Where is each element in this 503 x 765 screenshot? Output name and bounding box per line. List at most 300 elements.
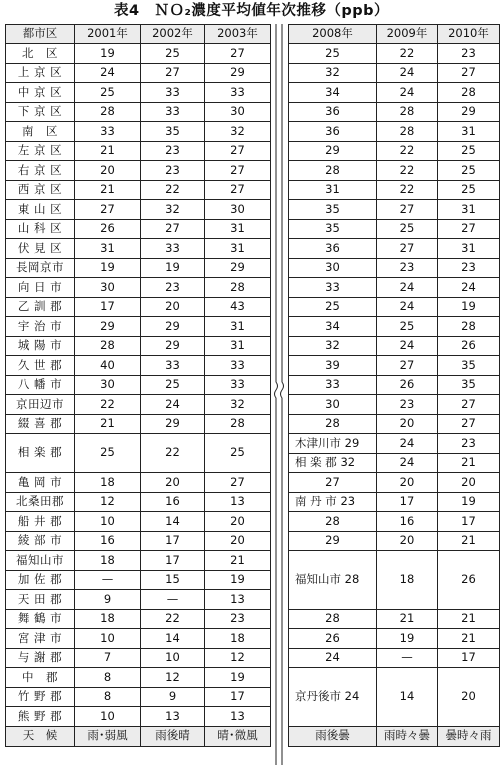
value-2001: 10 <box>75 629 141 649</box>
table-title: 表4 ＮＯ₂濃度平均値年次推移（ppb） <box>113 3 390 19</box>
header-row <box>6 25 271 44</box>
value-2009: 24 <box>377 453 438 473</box>
value-2009: 24 <box>377 278 438 298</box>
value-2003: 13 <box>205 707 271 727</box>
header-city: 都市区 <box>6 25 75 44</box>
value-2010: 26 <box>438 551 500 610</box>
value-2010: 20 <box>438 668 500 727</box>
value-2009: 25 <box>377 317 438 337</box>
table-row <box>6 375 271 395</box>
value-2002: 14 <box>141 512 205 532</box>
city-name: 城 陽 市 <box>6 336 75 356</box>
value-2008: 32 <box>289 63 377 83</box>
value-2002: 27 <box>141 63 205 83</box>
value-2003: 28 <box>205 414 271 434</box>
table-row <box>289 83 500 103</box>
value-2010: 28 <box>438 317 500 337</box>
table-row <box>289 102 500 122</box>
value-2003: 19 <box>205 570 271 590</box>
city-name: 相 楽 郡 <box>6 434 75 473</box>
value-2010: 29 <box>438 102 500 122</box>
table-row <box>6 648 271 668</box>
table-row <box>6 102 271 122</box>
table-row <box>289 180 500 200</box>
table-row <box>289 629 500 649</box>
table-row <box>6 336 271 356</box>
table-row <box>6 609 271 629</box>
value-2002: 23 <box>141 278 205 298</box>
value-2008: 24 <box>289 648 377 668</box>
value-2001: 26 <box>75 219 141 239</box>
weather-2008: 雨後曇 <box>289 726 377 746</box>
table-left <box>5 24 271 747</box>
value-2003: 27 <box>205 180 271 200</box>
value-2002: 13 <box>141 707 205 727</box>
value-2003: 20 <box>205 531 271 551</box>
table-row <box>6 492 271 512</box>
value-2009: 24 <box>377 63 438 83</box>
value-2008: 35 <box>289 219 377 239</box>
city-name: 竹 野 郡 <box>6 687 75 707</box>
value-2002: 25 <box>141 375 205 395</box>
value-2009: 22 <box>377 180 438 200</box>
value-2009: 28 <box>377 102 438 122</box>
table-break-mark <box>270 24 288 765</box>
city-name: 山 科 区 <box>6 219 75 239</box>
city-name: 下 京 区 <box>6 102 75 122</box>
value-2001: 19 <box>75 258 141 278</box>
value-2001: — <box>75 570 141 590</box>
weather-label: 天 候 <box>6 726 75 746</box>
value-2003: 33 <box>205 83 271 103</box>
value-2010: 25 <box>438 180 500 200</box>
value-2008: 28 <box>289 609 377 629</box>
value-2003: 31 <box>205 239 271 259</box>
value-2009: 22 <box>377 161 438 181</box>
value-2001: 30 <box>75 375 141 395</box>
value-2002: 15 <box>141 570 205 590</box>
weather-2010: 曇時々雨 <box>438 726 500 746</box>
value-2008: 28 <box>289 161 377 181</box>
value-2009: 14 <box>377 668 438 727</box>
city-name: 北桑田郡 <box>6 492 75 512</box>
merged-city-fukuchiyama: 福知山市 28 <box>289 551 377 610</box>
value-2001: 7 <box>75 648 141 668</box>
value-2009: 27 <box>377 200 438 220</box>
value-2003: 13 <box>205 492 271 512</box>
value-2003: 32 <box>205 395 271 415</box>
city-name: 向 日 市 <box>6 278 75 298</box>
weather-row <box>6 726 271 746</box>
value-2002: 14 <box>141 629 205 649</box>
value-2010: 31 <box>438 200 500 220</box>
value-2010: 19 <box>438 492 500 512</box>
table-row <box>6 687 271 707</box>
merged-row-kyotango <box>289 668 500 688</box>
value-2001: 17 <box>75 297 141 317</box>
value-2002: 33 <box>141 356 205 376</box>
value-2010: 35 <box>438 375 500 395</box>
value-2002: 16 <box>141 492 205 512</box>
value-2009: 20 <box>377 414 438 434</box>
value-2010: 31 <box>438 122 500 142</box>
value-2008: 31 <box>289 180 377 200</box>
value-2010: 20 <box>438 473 500 493</box>
city-name: 舞 鶴 市 <box>6 609 75 629</box>
value-2003: 20 <box>205 512 271 532</box>
value-2010: 21 <box>438 453 500 473</box>
value-2001: 27 <box>75 200 141 220</box>
value-2001: 8 <box>75 668 141 688</box>
city-name: 伏 見 区 <box>6 239 75 259</box>
value-2010: 28 <box>438 83 500 103</box>
value-2002: 17 <box>141 531 205 551</box>
value-2008: 39 <box>289 356 377 376</box>
value-2003: 28 <box>205 278 271 298</box>
value-2010: 25 <box>438 141 500 161</box>
table-row <box>6 570 271 590</box>
weather-2009: 雨時々曇 <box>377 726 438 746</box>
city-name: 西 京 区 <box>6 180 75 200</box>
value-2003: 43 <box>205 297 271 317</box>
value-2002: 33 <box>141 239 205 259</box>
value-2003: 27 <box>205 161 271 181</box>
value-2002: 23 <box>141 161 205 181</box>
value-2001: 20 <box>75 161 141 181</box>
value-2008: 25 <box>289 297 377 317</box>
table-row <box>6 473 271 493</box>
table-row <box>289 122 500 142</box>
table-row <box>6 707 271 727</box>
city-name: 与 謝 郡 <box>6 648 75 668</box>
value-2009: 24 <box>377 336 438 356</box>
table-row <box>6 297 271 317</box>
table-row <box>289 317 500 337</box>
value-2009: 22 <box>377 141 438 161</box>
value-2003: 23 <box>205 609 271 629</box>
value-2008: 35 <box>289 200 377 220</box>
table-row <box>6 219 271 239</box>
value-2002: 24 <box>141 395 205 415</box>
value-2010: 35 <box>438 356 500 376</box>
city-name: 中 京 区 <box>6 83 75 103</box>
table-row <box>6 278 271 298</box>
value-2010: 24 <box>438 278 500 298</box>
value-2002: 29 <box>141 414 205 434</box>
table-row <box>6 63 271 83</box>
table-row <box>289 512 500 532</box>
value-2008: 28 <box>289 414 377 434</box>
value-2010: 19 <box>438 297 500 317</box>
header-row <box>289 25 500 44</box>
value-2001: 18 <box>75 551 141 571</box>
value-2003: 27 <box>205 473 271 493</box>
value-2008: 25 <box>289 44 377 64</box>
value-2001: 8 <box>75 687 141 707</box>
value-2001: 16 <box>75 531 141 551</box>
value-2001: 31 <box>75 239 141 259</box>
merged-row-nantan <box>289 492 500 512</box>
merged-city-kizugawa: 木津川市 29 <box>289 434 377 454</box>
value-2008: 32 <box>289 336 377 356</box>
value-2002: 29 <box>141 336 205 356</box>
table-row <box>6 44 271 64</box>
value-2008: 29 <box>289 531 377 551</box>
city-name: 船 井 郡 <box>6 512 75 532</box>
value-2001: 10 <box>75 512 141 532</box>
weather-2001: 雨･弱風 <box>75 726 141 746</box>
table-row <box>6 395 271 415</box>
value-2008: 34 <box>289 317 377 337</box>
merged-city-sagara: 相 楽 郡 32 <box>289 453 377 473</box>
value-2001: 18 <box>75 609 141 629</box>
city-name: 左 京 区 <box>6 141 75 161</box>
value-2009: 16 <box>377 512 438 532</box>
header-year: 2010年 <box>438 25 500 44</box>
city-name: 東 山 区 <box>6 200 75 220</box>
value-2009: 20 <box>377 473 438 493</box>
header-year: 2003年 <box>205 25 271 44</box>
value-2009: 23 <box>377 258 438 278</box>
table-row <box>289 63 500 83</box>
table-row <box>289 356 500 376</box>
header-year: 2009年 <box>377 25 438 44</box>
value-2002: 29 <box>141 317 205 337</box>
value-2001: 24 <box>75 63 141 83</box>
table-row <box>6 414 271 434</box>
value-2001: 12 <box>75 492 141 512</box>
value-2009: — <box>377 648 438 668</box>
value-2009: 18 <box>377 551 438 610</box>
table-row <box>6 200 271 220</box>
table-row <box>6 83 271 103</box>
merged-city-kyotango: 京丹後市 24 <box>289 668 377 727</box>
table-row <box>6 629 271 649</box>
city-name: 加 佐 郡 <box>6 570 75 590</box>
value-2010: 27 <box>438 395 500 415</box>
value-2001: 21 <box>75 141 141 161</box>
value-2001: 18 <box>75 473 141 493</box>
value-2001: 10 <box>75 707 141 727</box>
table-row <box>6 122 271 142</box>
value-2010: 27 <box>438 219 500 239</box>
merged-city-nantan: 南 丹 市 23 <box>289 492 377 512</box>
value-2010: 23 <box>438 258 500 278</box>
value-2003: 27 <box>205 44 271 64</box>
value-2008: 36 <box>289 239 377 259</box>
value-2010: 21 <box>438 609 500 629</box>
table-row <box>289 375 500 395</box>
value-2003: 30 <box>205 102 271 122</box>
value-2010: 21 <box>438 531 500 551</box>
value-2002: — <box>141 590 205 610</box>
value-2001: 22 <box>75 395 141 415</box>
city-name: 久 世 郡 <box>6 356 75 376</box>
table-row <box>6 434 271 473</box>
value-2002: 19 <box>141 258 205 278</box>
table-row <box>289 161 500 181</box>
value-2008: 33 <box>289 278 377 298</box>
value-2010: 17 <box>438 648 500 668</box>
header-year: 2002年 <box>141 25 205 44</box>
value-2003: 33 <box>205 356 271 376</box>
city-name: 八 幡 市 <box>6 375 75 395</box>
value-2008: 26 <box>289 629 377 649</box>
value-2008: 29 <box>289 141 377 161</box>
value-2002: 33 <box>141 102 205 122</box>
table-row <box>289 239 500 259</box>
table-row <box>6 590 271 610</box>
value-2009: 21 <box>377 609 438 629</box>
city-name: 上 京 区 <box>6 63 75 83</box>
weather-2002: 雨後晴 <box>141 726 205 746</box>
value-2003: 29 <box>205 63 271 83</box>
value-2003: 31 <box>205 317 271 337</box>
value-2001: 25 <box>75 83 141 103</box>
value-2009: 28 <box>377 122 438 142</box>
value-2001: 9 <box>75 590 141 610</box>
city-name: 福知山市 <box>6 551 75 571</box>
value-2002: 33 <box>141 83 205 103</box>
value-2002: 22 <box>141 434 205 473</box>
merged-row-fukuchiyama <box>289 551 500 571</box>
table-row <box>289 336 500 356</box>
table-row <box>289 297 500 317</box>
value-2003: 27 <box>205 141 271 161</box>
value-2009: 24 <box>377 83 438 103</box>
value-2010: 17 <box>438 512 500 532</box>
city-name: 北 区 <box>6 44 75 64</box>
table-row <box>6 239 271 259</box>
table-row <box>289 219 500 239</box>
value-2009: 24 <box>377 434 438 454</box>
value-2010: 26 <box>438 336 500 356</box>
value-2001: 21 <box>75 180 141 200</box>
table-row <box>289 141 500 161</box>
table-row <box>6 258 271 278</box>
value-2001: 21 <box>75 414 141 434</box>
value-2002: 17 <box>141 551 205 571</box>
value-2010: 27 <box>438 414 500 434</box>
table-row <box>289 278 500 298</box>
value-2008: 36 <box>289 122 377 142</box>
city-name: 宮 津 市 <box>6 629 75 649</box>
merged-row-kizugawa <box>289 434 500 454</box>
value-2003: 32 <box>205 122 271 142</box>
value-2010: 25 <box>438 161 500 181</box>
header-year: 2001年 <box>75 25 141 44</box>
table-row <box>289 531 500 551</box>
value-2008: 27 <box>289 473 377 493</box>
value-2009: 17 <box>377 492 438 512</box>
value-2009: 24 <box>377 297 438 317</box>
value-2001: 33 <box>75 122 141 142</box>
value-2001: 25 <box>75 434 141 473</box>
table-row <box>289 473 500 493</box>
table-row <box>6 356 271 376</box>
value-2010: 27 <box>438 63 500 83</box>
value-2003: 30 <box>205 200 271 220</box>
table-row <box>6 531 271 551</box>
header-year: 2008年 <box>289 25 377 44</box>
weather-2003: 晴･微風 <box>205 726 271 746</box>
table-row <box>289 648 500 668</box>
value-2003: 29 <box>205 258 271 278</box>
table-row <box>6 317 271 337</box>
value-2003: 18 <box>205 629 271 649</box>
value-2008: 36 <box>289 102 377 122</box>
table-row <box>6 180 271 200</box>
value-2002: 32 <box>141 200 205 220</box>
weather-row <box>289 726 500 746</box>
value-2010: 21 <box>438 629 500 649</box>
value-2003: 13 <box>205 590 271 610</box>
value-2003: 33 <box>205 375 271 395</box>
value-2009: 25 <box>377 219 438 239</box>
value-2001: 28 <box>75 102 141 122</box>
value-2002: 35 <box>141 122 205 142</box>
value-2002: 9 <box>141 687 205 707</box>
value-2008: 28 <box>289 512 377 532</box>
value-2003: 25 <box>205 434 271 473</box>
city-name: 中 郡 <box>6 668 75 688</box>
table-row <box>6 141 271 161</box>
value-2008: 30 <box>289 395 377 415</box>
city-name: 熊 野 郡 <box>6 707 75 727</box>
city-name: 長岡京市 <box>6 258 75 278</box>
city-name: 綾 部 市 <box>6 531 75 551</box>
city-name: 右 京 区 <box>6 161 75 181</box>
value-2002: 20 <box>141 473 205 493</box>
value-2009: 23 <box>377 395 438 415</box>
value-2009: 26 <box>377 375 438 395</box>
value-2001: 30 <box>75 278 141 298</box>
value-2002: 25 <box>141 44 205 64</box>
value-2008: 33 <box>289 375 377 395</box>
value-2003: 31 <box>205 336 271 356</box>
table-row <box>6 161 271 181</box>
value-2003: 31 <box>205 219 271 239</box>
value-2002: 22 <box>141 180 205 200</box>
value-2003: 17 <box>205 687 271 707</box>
value-2001: 19 <box>75 44 141 64</box>
table-row <box>6 551 271 571</box>
table-row <box>289 44 500 64</box>
value-2002: 12 <box>141 668 205 688</box>
value-2009: 22 <box>377 44 438 64</box>
value-2002: 23 <box>141 141 205 161</box>
value-2010: 23 <box>438 434 500 454</box>
table-right <box>288 24 500 747</box>
value-2003: 19 <box>205 668 271 688</box>
value-2001: 40 <box>75 356 141 376</box>
value-2009: 27 <box>377 239 438 259</box>
city-name: 乙 訓 郡 <box>6 297 75 317</box>
value-2008: 34 <box>289 83 377 103</box>
value-2008: 30 <box>289 258 377 278</box>
value-2003: 21 <box>205 551 271 571</box>
merged-row-sagara <box>289 453 500 473</box>
table-row <box>289 609 500 629</box>
city-name: 宇 治 市 <box>6 317 75 337</box>
city-name: 亀 岡 市 <box>6 473 75 493</box>
city-name: 南 区 <box>6 122 75 142</box>
value-2002: 10 <box>141 648 205 668</box>
value-2010: 23 <box>438 44 500 64</box>
value-2002: 22 <box>141 609 205 629</box>
value-2009: 20 <box>377 531 438 551</box>
value-2009: 19 <box>377 629 438 649</box>
